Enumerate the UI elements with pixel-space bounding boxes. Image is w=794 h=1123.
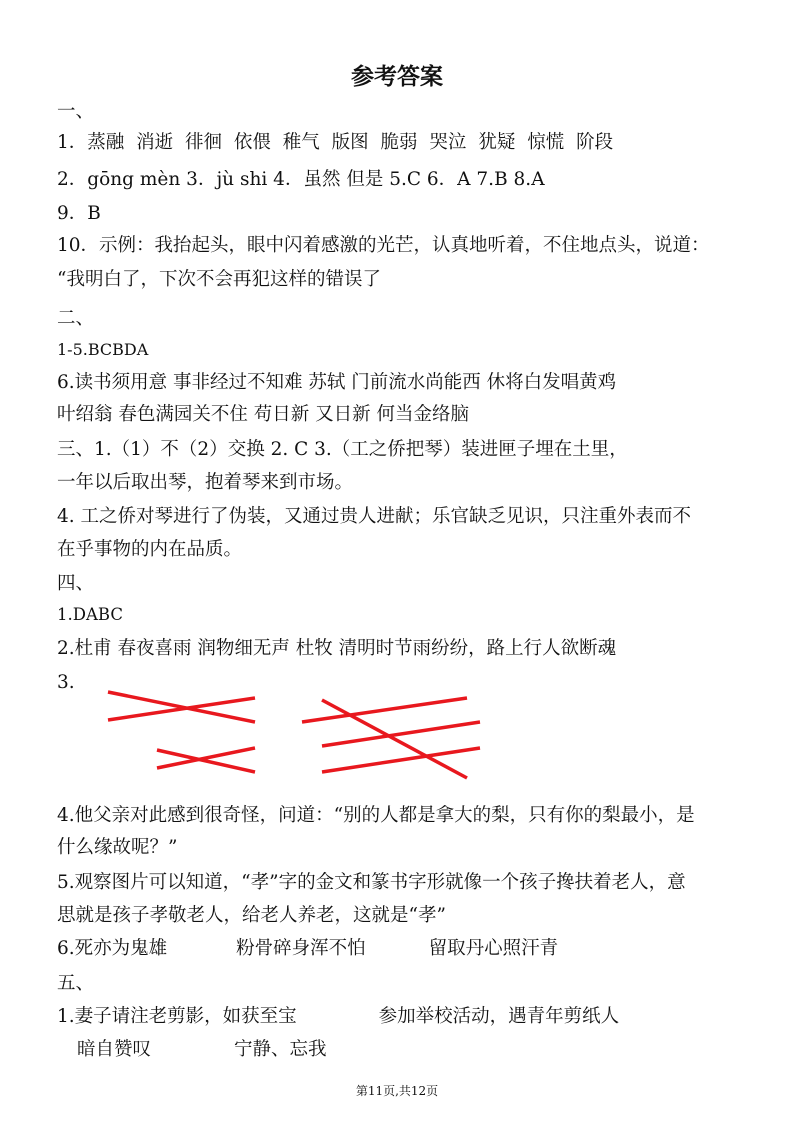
answer-1-9: 9．B	[57, 203, 101, 224]
answer-3-3-line2: 一年以后取出琴，抱着琴来到市场。	[57, 472, 354, 493]
answer-4-4-line1: 4.他父亲对此感到很奇怪，问道：“别的人都是拿大的梨，只有你的梨最小，是	[57, 805, 695, 826]
answer-3-4-line1: 4. 工之侨对琴进行了伪装，又通过贵人进献；乐官缺乏见识，只注重外表而不	[57, 506, 692, 527]
answer-5-1-part4: 宁静、忘我	[234, 1039, 327, 1060]
answer-4-4-line2: 什么缘故呢？”	[57, 837, 178, 858]
page-title: 参考答案	[351, 64, 443, 90]
page-footer: 第11页,共12页	[355, 1084, 439, 1098]
answer-2-1-5: 1-5.BCBDA	[57, 340, 149, 359]
answer-4-1: 1.DABC	[57, 605, 123, 624]
match-line	[322, 700, 467, 778]
answer-4-6-part2: 粉骨碎身浑不怕	[236, 938, 366, 959]
answer-1-1: 1．蒸融 消逝 徘徊 依偎 稚气 版图 脆弱 哭泣 犹疑 惊慌 阶段	[57, 132, 614, 153]
answer-4-6	[57, 940, 558, 959]
answer-1-2: 2．gōng mèn 3．jù shi 4．虽然 但是 5.C 6．A 7.B 8.A	[57, 169, 545, 190]
match-line	[322, 748, 480, 772]
answer-4-5-line2: 思就是孩子孝敬老人，给老人养老，这就是“孝”	[57, 905, 446, 926]
answer-5-1-line2	[77, 1041, 327, 1060]
answer-4-5-line1: 5.观察图片可以知道，“孝”字的金文和篆书字形就像一个孩子搀扶着老人，意	[57, 872, 686, 893]
answer-4-6-part3: 留取丹心照汗青	[428, 938, 559, 959]
answer-2-6-line2: 叶绍翁 春色满园关不住 苟日新 又日新 何当金络脑	[57, 404, 470, 425]
section-4-heading: 四、	[57, 573, 95, 594]
section-2-heading: 二、	[57, 308, 95, 329]
match-line	[157, 750, 255, 772]
section-1-heading: 一、	[57, 101, 95, 122]
answer-4-6-part1: 6.死亦为鬼雄	[57, 938, 168, 959]
answer-3-1-3-line1: 三、1.（1）不（2）交换 2. C 3.（工之侨把琴）装进匣子埋在土里，	[57, 439, 628, 460]
answer-5-1-line1	[57, 1008, 619, 1027]
answer-5-1-part1: 1.妻子请注老剪影，如获至宝	[57, 1006, 297, 1027]
answer-4-3-label: 3.	[57, 672, 75, 693]
section-5-heading: 五、	[57, 973, 95, 994]
answer-1-10-line2: “我明白了，下次不会再犯这样的错误了	[57, 269, 381, 290]
answer-1-10-line1: 10．示例：我抬起头，眼中闪着感激的光芒，认真地听着，不住地点头，说道：	[57, 235, 710, 256]
answer-3-4-line2: 在乎事物的内在品质。	[57, 539, 243, 560]
answer-2-6-line1: 6.读书须用意 事非经过不知难 苏轼 门前流水尚能西 休将白发唱黄鸡	[57, 372, 617, 393]
answer-4-2: 2.杜甫 春夜喜雨 润物细无声 杜牧 清明时节雨纷纷，路上行人欲断魂	[57, 638, 617, 659]
answer-5-1-part2: 参加举校活动，遇青年剪纸人	[378, 1006, 620, 1027]
match-line	[157, 748, 255, 768]
answer-5-1-part3: 暗自赞叹	[77, 1039, 152, 1060]
